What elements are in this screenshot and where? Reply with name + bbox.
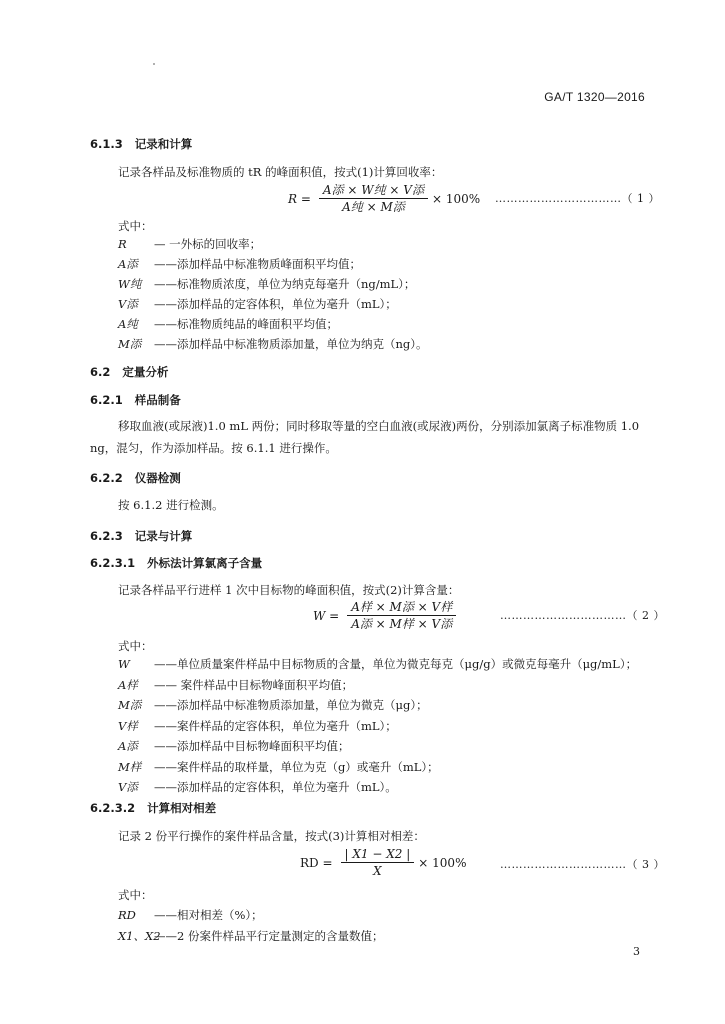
section-title: 样品制备	[134, 393, 181, 407]
definition-symbol: V添	[118, 297, 138, 311]
section-title: 仪器检测	[134, 471, 181, 485]
paragraph-6-2-1: 移取血液(或尿液)1.0 mL 两份；同时移取等量的空白血液(或尿液)两份，分别添加氯离子标准物质 1.0 ng，混匀，作为添加样品。按 6.1.1 进行操作。	[90, 419, 640, 455]
definition-text: ——添加样品中标准物质添加量，单位为纳克（ng）。	[154, 337, 428, 351]
definition-row	[118, 779, 397, 795]
paragraph-6-2-3-2-intro: 记录 2 份平行操作的案件样品含量，按式(3)计算相对相差：	[118, 829, 425, 843]
denominator: X	[373, 864, 382, 878]
definition-text: ——标准物质浓度，单位为纳克每毫升（ng/mL）；	[154, 277, 416, 291]
definition-symbol: W纯	[118, 277, 142, 291]
formula-tail: × 100%	[431, 191, 481, 206]
definition-symbol: X1、X2	[118, 929, 161, 943]
definition-row	[118, 276, 415, 292]
definition-text: ——单位质量案件样品中目标物质的含量，单位为微克每克（μg/g）或微克每毫升（μg/mL）；	[154, 657, 638, 671]
heading-6-2-3-1	[90, 555, 262, 571]
section-number: 6.2.3.1	[90, 556, 136, 570]
heading-6-2-3-2	[90, 800, 216, 816]
definition-row	[118, 759, 439, 775]
definition-row	[118, 256, 361, 272]
definition-text: ——添加样品中标准物质添加量，单位为微克（μg）；	[154, 698, 428, 712]
formula-lhs: RD =	[300, 855, 333, 870]
definition-text: ——添加样品中标准物质峰面积平均值；	[154, 257, 361, 271]
formula-lhs: W =	[313, 608, 340, 623]
definition-symbol: V样	[118, 718, 138, 733]
paragraph-6-1-3-intro: 记录各样品及标准物质的 tR 的峰面积值，按式(1)计算回收率：	[118, 165, 443, 179]
scan-speck	[153, 63, 155, 65]
fraction	[347, 599, 456, 632]
section-number: 6.2	[90, 365, 111, 379]
equation-number-2: ……………………………（ 2 ）	[500, 609, 665, 622]
definition-symbol: A纯	[118, 317, 138, 331]
section-number: 6.2.2	[90, 471, 123, 485]
definition-row	[118, 907, 263, 923]
definition-text: —— 案件样品中目标物峰面积平均值；	[154, 677, 354, 692]
definition-symbol: R	[118, 237, 127, 251]
numerator: A添 × W纯 × V添	[322, 183, 424, 197]
definition-symbol: RD	[118, 908, 136, 922]
section-number: 6.2.3	[90, 529, 123, 543]
definition-text: ——2 份案件样品平行定量测定的含量数值；	[154, 929, 384, 943]
definition-row	[118, 738, 350, 754]
definition-row	[118, 296, 397, 312]
definition-row	[118, 697, 428, 713]
definition-symbol: A添	[118, 257, 138, 271]
section-number: 6.2.1	[90, 393, 123, 407]
definition-symbol: M添	[118, 698, 142, 712]
fraction	[319, 182, 428, 215]
formula-1	[288, 182, 480, 215]
document-code: GA/T 1320—2016	[544, 90, 645, 104]
formula-tail: × 100%	[418, 855, 467, 870]
where-label: 式中：	[118, 219, 153, 233]
where-label: 式中：	[118, 888, 153, 902]
paragraph-6-2-3-1-intro: 记录各样品平行进样 1 次中目标物的峰面积值，按式(2)计算含量：	[118, 583, 460, 597]
section-title: 定量分析	[122, 365, 169, 379]
definition-text: — 一外标的回收率；	[154, 237, 262, 251]
where-label: 式中：	[118, 639, 153, 653]
definition-text: ——添加样品的定容体积，单位为毫升（mL）；	[154, 297, 397, 311]
section-title: 记录和计算	[134, 137, 193, 151]
equation-number-3: ……………………………（ 3 ）	[500, 858, 665, 871]
definition-row	[118, 718, 397, 734]
section-number: 6.2.3.2	[90, 801, 136, 815]
definition-text: ——案件样品的定容体积，单位为毫升（mL）；	[154, 718, 397, 733]
heading-6-2	[90, 364, 168, 380]
numerator: A样 × M添 × V样	[351, 600, 453, 614]
definition-symbol: M样	[118, 759, 142, 774]
formula-lhs: R =	[288, 191, 311, 206]
section-title: 记录与计算	[134, 529, 193, 543]
definition-symbol: V添	[118, 780, 138, 794]
numerator: | X1 − X2 |	[344, 847, 411, 861]
definition-symbol: A添	[118, 739, 138, 753]
definition-row	[118, 928, 383, 944]
definition-symbol: M添	[118, 337, 142, 351]
equation-number-1: ……………………………（ 1 ）	[495, 192, 660, 205]
fraction	[341, 846, 415, 879]
formula-3	[300, 846, 466, 879]
definition-symbol: A样	[118, 677, 138, 692]
section-title: 外标法计算氯离子含量	[147, 556, 263, 570]
heading-6-1-3	[90, 136, 192, 152]
denominator: A添 × M样 × V添	[351, 617, 453, 631]
definition-row	[118, 236, 261, 252]
definition-text: ——相对相差（%）；	[154, 908, 263, 922]
definition-row	[118, 336, 428, 352]
paragraph-6-2-2: 按 6.1.2 进行检测。	[118, 498, 224, 512]
denominator: A纯 × M添	[342, 200, 405, 214]
definition-row	[118, 677, 353, 693]
definition-text: ——案件样品的取样量，单位为克（g）或毫升（mL）；	[154, 759, 439, 774]
definition-row	[118, 316, 338, 332]
section-title: 计算相对相差	[147, 801, 217, 815]
formula-2	[313, 599, 460, 632]
definition-row	[118, 656, 637, 672]
definition-text: ——标准物质纯品的峰面积平均值；	[154, 317, 338, 331]
heading-6-2-2	[90, 470, 181, 486]
definition-text: ——添加样品中目标物峰面积平均值；	[154, 739, 350, 753]
heading-6-2-3	[90, 528, 192, 544]
page-number: 3	[633, 945, 640, 958]
definition-text: ——添加样品的定容体积，单位为毫升（mL）。	[154, 780, 397, 794]
heading-6-2-1	[90, 392, 181, 408]
definition-symbol: W	[118, 657, 130, 671]
section-number: 6.1.3	[90, 137, 123, 151]
